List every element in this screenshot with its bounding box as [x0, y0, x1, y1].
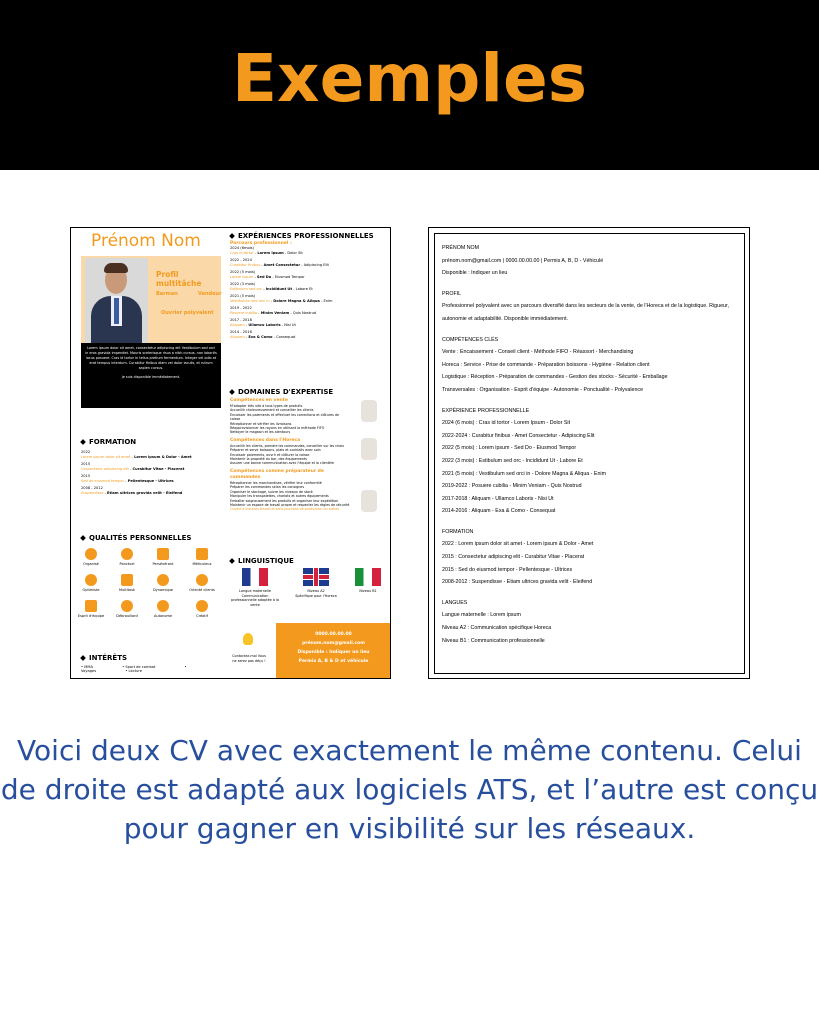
contact-phone: 0000.00.00.00	[315, 632, 352, 637]
quality-item: Esprit d'équipe	[75, 600, 107, 618]
ats-line: PROFIL	[442, 290, 462, 297]
ats-line: 2022 (5 mois) : Lorem ipsum - Sed Do - Eiusmod Tempor	[442, 445, 577, 452]
profile-photo	[85, 258, 148, 343]
ats-line: 2024 (6 mois) : Cras id tortor - Lorem Ipsum - Dolor Sit	[442, 420, 571, 427]
bartender-icon	[361, 438, 377, 460]
organized-icon	[85, 548, 97, 560]
ats-line: LANGUES	[442, 599, 468, 606]
quality-item: Dynamique	[147, 574, 179, 592]
quality-item: Débrouillard	[111, 600, 143, 618]
quality-item: Organisé	[75, 548, 107, 566]
intro-text: Lorem ipsum dolor sit amet, consectetur adipiscing elit Vestibulum sed orci in eros gravida imperdiet. Mauris scelerisque risus a nibh cursus, non lobortis lacus posuere. Cras id tortor in tellus pretium fermentum. Integer vel odio at erat tempus interdum. Curabitur finibus diam vel dolor iaculis, et rutrum sapien cursus.	[85, 346, 217, 370]
cashier-icon	[361, 400, 377, 422]
availability-text: Je suis disponible immédiatement.	[121, 375, 181, 379]
quality-item: Orienté clients	[186, 574, 218, 592]
ats-line: PRÉNOM NOM	[442, 245, 480, 251]
meticulous-icon	[196, 548, 208, 560]
language-label-fr: Langue maternelle Communication professionnelle adaptée à la vente	[230, 589, 280, 607]
rocket-icon	[157, 574, 169, 586]
autonomous-icon	[157, 600, 169, 612]
quality-item: Ponctuel	[111, 548, 143, 566]
multitask-icon	[121, 574, 133, 586]
quality-item: Créatif	[186, 600, 218, 618]
lightbulb-icon	[196, 600, 208, 612]
language-label-it: Niveau B1	[359, 589, 377, 593]
formation-heading: FORMATION	[81, 438, 136, 446]
warehouse-icon	[361, 490, 377, 512]
resourceful-icon	[121, 600, 133, 612]
persevere-icon	[157, 548, 169, 560]
ats-line: prénom.nom@gmail.com | 0000.00.00.00 | Permis A, B, D - Véhiculé	[442, 257, 604, 264]
intro-box	[81, 343, 221, 408]
ats-line: 2017-2018 : Aliquam - Ullamco Laboris - Nisi Ut	[442, 495, 554, 502]
contact-email: prénom.nom@gmail.com	[302, 641, 365, 646]
formation-list: 2022 Lorem ipsum dolor sit amet - Lorem ipsum & Dolor - Amet 2015 Consectetur adipiscing elit - Curabitur Vitae - Placerat 2015 Sed do eiusmod tempor - Pellentesque - Ultrices 2008 - 2012 Suspendisse - Etiam ultrices gravida velit - Eleifend	[81, 450, 192, 495]
ats-line: FORMATION	[442, 528, 474, 535]
team-icon	[85, 600, 97, 612]
experience-heading: EXPÉRIENCES PROFESSIONNELLES	[230, 232, 374, 240]
cv-visual-right-column	[226, 228, 391, 678]
interests-list: • MMA • Sport de combat • Voyages • Lecture	[81, 665, 187, 673]
contact-license: Permis A, B & D et véhicule	[298, 659, 369, 664]
ats-line: COMPÉTENCES CLÉS	[442, 336, 499, 343]
smile-icon	[85, 574, 97, 586]
contact-location: Disponible : Indiquer un lieu	[297, 650, 370, 655]
ats-line: 2015 : Consectetur adipiscing elit - Curabitur Vitae - Placerat	[442, 554, 585, 561]
ats-line: Disponible : Indiquer un lieu	[442, 270, 508, 277]
uk-flag-icon	[303, 568, 329, 586]
ats-line: 2022-2024 : Curabitur finibus - Amet Consectetur - Adipiscing Elit	[442, 432, 595, 439]
ats-line: Professionnel polyvalent avec un parcours diversifié dans les secteurs de la vente, de l'Horeca et de la logistique. Rigueur, autonomie et adaptabilité. Disponible immédiatement.	[442, 303, 729, 322]
caption-text: Voici deux CV avec exactement le même contenu. Celui de droite est adapté aux logiciels ATS, et l’autre est conçu pour gagner en visibilité sur les réseaux.	[0, 734, 819, 845]
ats-line: Transversales : Organisation - Esprit d'équipe - Autonomie - Ponctualité - Polyvalence	[442, 386, 644, 393]
cv-ats-body	[434, 233, 745, 674]
experience-list: Parcours professionnel : 2024 (6mois) Cras id tortor - Lorem Ipsum - Dolor Sit 2022 - 2024 Curabitur finibus - Amet Consectetur - Adipiscing Elit 2022 (5 mois) Lorem ipsum - Sed Do - Eiusmod Tempor 2022 (3 mois) Estibulum sed orc - Incididunt Ut - Labore Et 2021 (5 mois) Vestibulum sed orci in - Dolore Magna & Aliqua - Enim 2019 - 2022 Posuere cubilia - Minim Veniam - Quis Nostrud 2017 - 2018 Aliquam - Ullamco Laboris - Nisi Ut 2014 - 2016 Aliquam - Exa & Como - Consequat	[230, 241, 333, 339]
page-title: Exemples	[231, 40, 588, 117]
ats-line: Langue maternelle : Lorem ipsum	[442, 612, 521, 619]
role-barman: Barman	[156, 291, 178, 297]
contact-box	[276, 623, 391, 678]
ats-line: Logistique : Réception - Préparation de commandes - Gestion des stocks - Sécurité - Emballage	[442, 374, 668, 381]
ats-line: 2015 : Sed do eiusmod tempor - Pellentesque - Ultrices	[442, 566, 573, 573]
ats-line: Niveau B1 : Communication professionnelle	[442, 637, 545, 644]
ats-line: 2019-2022 : Posuere cubilia - Minim Veniam - Quis Nostrud	[442, 483, 582, 490]
cv-last-name: Nom	[161, 231, 201, 251]
cv-visual	[70, 227, 391, 679]
interests-heading: INTÉRÊTS	[81, 654, 127, 662]
ats-line: EXPÉRIENCE PROFESSIONNELLE	[442, 407, 530, 414]
role-vendeur: Vendeur	[198, 291, 222, 297]
quality-item: Multitask	[111, 574, 143, 592]
lightbulb-icon	[243, 633, 253, 645]
quality-item: Persévérant	[147, 548, 179, 566]
quality-item: Optimiste	[75, 574, 107, 592]
header-banner	[0, 0, 819, 170]
role-main: Profil multitâche	[156, 270, 202, 288]
contact-prompt: Contactez-moi Vous ne serez pas déçu !	[232, 654, 266, 663]
languages-heading: LINGUISTIQUE	[230, 557, 294, 565]
language-label-en: Niveau A2 Spécifique pour l'Horeca	[295, 589, 337, 598]
italy-flag-icon	[355, 568, 381, 586]
clock-icon	[121, 548, 133, 560]
ats-line: 2021 (5 mois) : Vestibulum sed orci in - Dolore Magna & Aliqua - Enim	[442, 470, 606, 477]
expertise-heading: DOMAINES D'EXPERTISE	[230, 388, 333, 396]
ats-line: Niveau A2 : Communication spécifique Horeca	[442, 625, 552, 632]
qualities-heading: QUALITÉS PERSONNELLES	[81, 534, 191, 542]
ats-line: 2008-2012 : Suspendisse - Etiam ultrices gravida velit - Eleifend	[442, 579, 593, 586]
cv-ats	[428, 227, 750, 679]
role-ouvrier: Ouvrier polyvalent	[161, 310, 214, 316]
ats-line: 2014-2016 : Aliquam - Exa & Como - Consequat	[442, 508, 556, 515]
cv-first-name: Prénom	[91, 231, 156, 251]
ats-line: Vente : Encaissement - Conseil client - Méthode FIFO - Réassort - Merchandising	[442, 349, 634, 356]
customer-icon	[196, 574, 208, 586]
quality-item: Méticuleux	[186, 548, 218, 566]
ats-line: 2022 : Lorem ipsum dolor sit amet - Lorem ipsum & Dolor - Amet	[442, 541, 594, 548]
ats-line: 2022 (3 mois) : Estibulum sed orc - Incididunt Ut - Labore Et	[442, 457, 583, 464]
expertise-list: Compétences en vente M'adapter très vite à tous types de produits Accueillir chaleureusement et conseiller les clients Encaisser les paiements et effectuer les corrections et clôtures de caisse Réceptionner et vérifier les livraisons Réapprovisionner les rayons en utilisant la méthode FIFO Nettoyer le magasin et les alentours Compétences dans l'Horeca Accueillir les clients, prendre les commandes, conseiller sur les choix Préparer et servir boissons, plats et cocktails avec soin Encaisser paiements, ouvrir et clôturer la caisse Maintenir la propreté du bar, des équipements Assurer une bonne communication avec l'équipe et la clientèle Compétences comme préparateur de commandes Réceptionner les marchandises, vérifier leur conformité Préparer les commandes selon les consignes Organiser le stockage, suivre les niveaux de stock Manipuler les transpalettes, chariots et autres équipements Emballer soigneusement les produits et organiser leur expédition Maintenir un espace de travail propre et respecter les règles de sécurité Ouvert à d'autres travail et sans journées de production ou autres	[230, 398, 350, 512]
cv-name	[91, 231, 201, 251]
france-flag-icon	[242, 568, 268, 586]
cv-visual-left-column	[71, 228, 221, 678]
ats-line: Horeca : Service - Prise de commande - Préparation boissons - Hygiène - Relation client	[442, 361, 650, 368]
quality-item: Autonome	[147, 600, 179, 618]
